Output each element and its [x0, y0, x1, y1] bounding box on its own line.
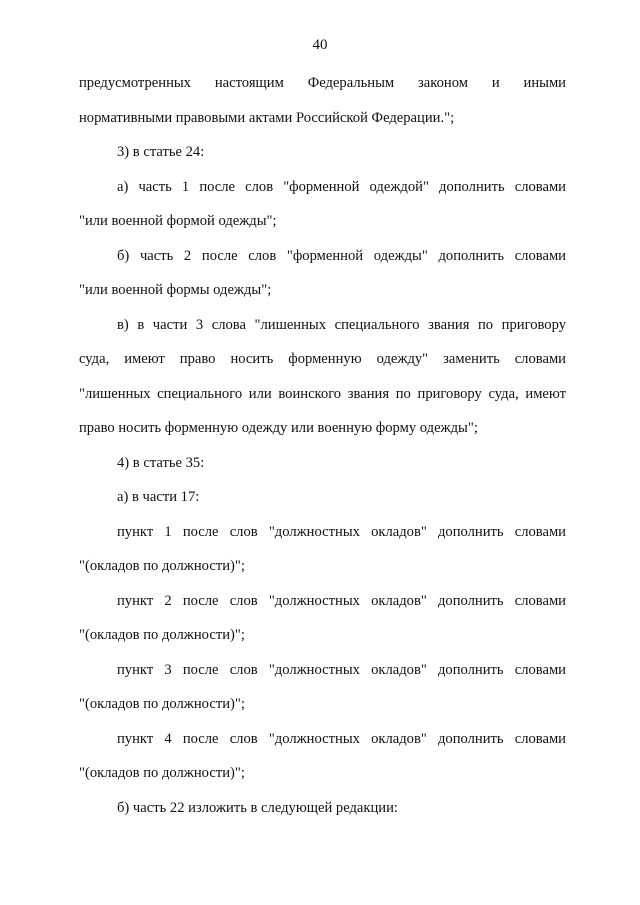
paragraph-24-b: [79, 239, 566, 308]
paragraph-line: "(окладов по должности)";: [79, 627, 245, 643]
paragraph-point-3: [79, 653, 566, 722]
paragraph-line: 4) в статье 35:: [117, 454, 205, 471]
paragraph-line: "или военной формой одежды";: [79, 213, 277, 229]
paragraph-line: суда, имеют право носить форменную одежду" заменить словами: [79, 351, 566, 367]
paragraph-article-24: [79, 135, 566, 170]
paragraph-line: пункт 1 после слов "должностных окладов" дополнить словами: [117, 523, 566, 540]
paragraph-line: предусмотренных настоящим Федеральным законом и иными: [79, 75, 566, 91]
paragraph-line: пункт 4 после слов "должностных окладов" дополнить словами: [117, 730, 566, 747]
paragraph-line: б) часть 22 изложить в следующей редакции:: [117, 799, 398, 816]
paragraph-line: пункт 2 после слов "должностных окладов" дополнить словами: [117, 592, 566, 609]
document-body: [79, 66, 566, 825]
paragraph-line: пункт 3 после слов "должностных окладов" дополнить словами: [117, 661, 566, 678]
paragraph-line: право носить форменную одежду или военную форму одежды";: [79, 420, 478, 436]
paragraph-line: нормативными правовыми актами Российской Федерации.";: [79, 109, 455, 126]
paragraph-24-a: [79, 170, 566, 239]
paragraph-point-4: [79, 722, 566, 791]
paragraph-line: "лишенных специального или воинского звания по приговору суда, имеют: [79, 385, 566, 402]
paragraph-line: а) в части 17:: [117, 489, 200, 505]
paragraph-line: а) часть 1 после слов "форменной одеждой" дополнить словами: [117, 178, 566, 195]
paragraph-line: "или военной формы одежды";: [79, 282, 272, 298]
paragraph-article-35: [79, 446, 566, 481]
paragraph-35-b: [79, 791, 566, 826]
paragraph-line: 3) в статье 24:: [117, 144, 205, 160]
paragraph-line: в) в части 3 слова "лишенных специального звания по приговору: [117, 316, 566, 333]
paragraph-35-a: [79, 480, 566, 515]
paragraph-point-1: [79, 515, 566, 584]
paragraph-line: "(окладов по должности)";: [79, 558, 245, 574]
paragraph-line: "(окладов по должности)";: [79, 765, 245, 781]
paragraph-continuation: [79, 66, 566, 135]
paragraph-24-v: [79, 308, 566, 446]
paragraph-point-2: [79, 584, 566, 653]
page-number: 40: [312, 37, 328, 53]
paragraph-line: "(окладов по должности)";: [79, 696, 245, 712]
paragraph-line: б) часть 2 после слов "форменной одежды" дополнить словами: [117, 247, 566, 264]
